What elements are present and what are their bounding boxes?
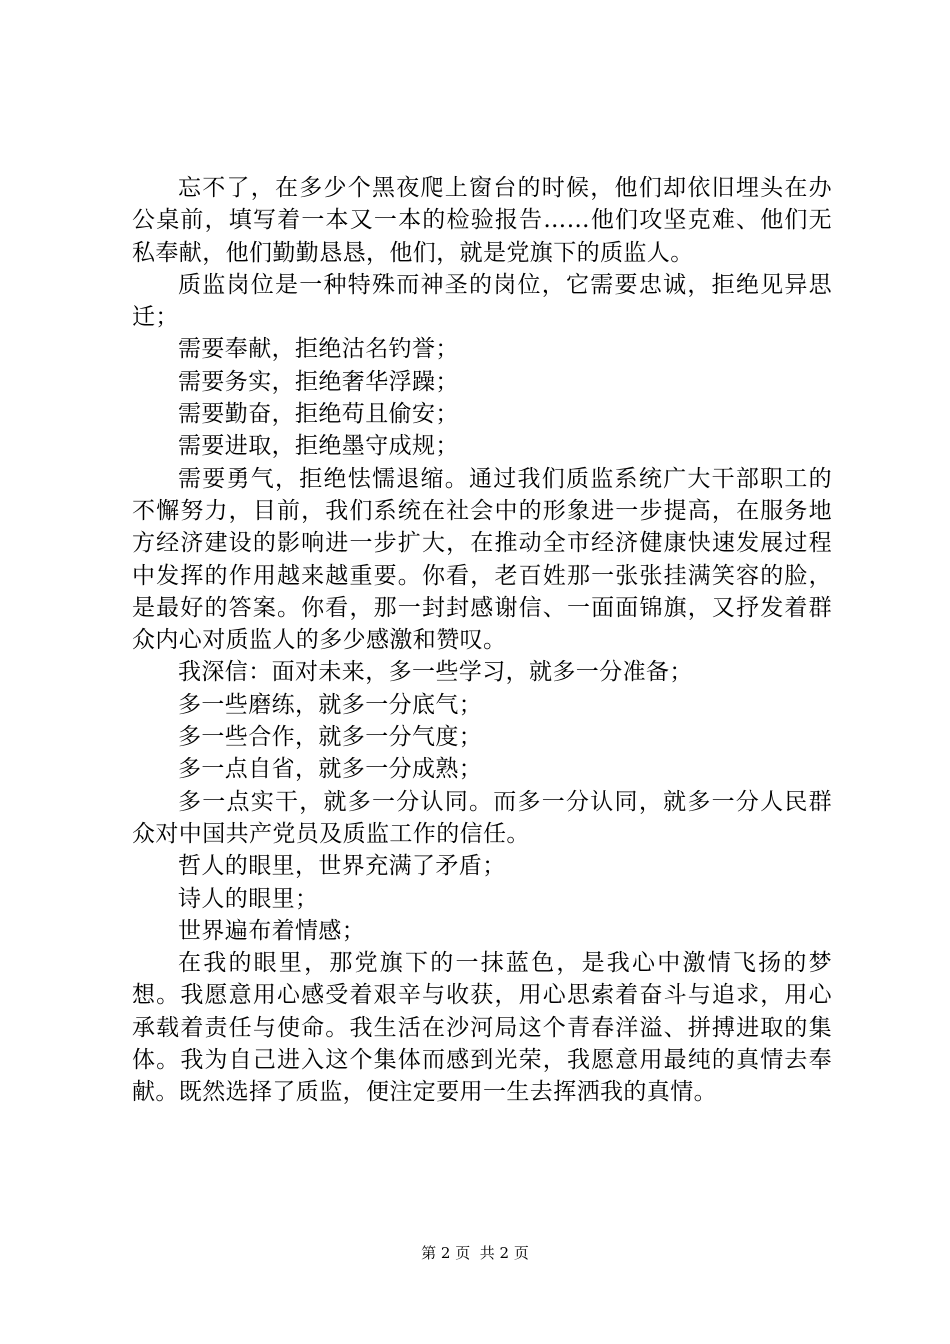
paragraph: 多一点实干，就多一分认同。而多一分认同，就多一分人民群众对中国共产党员及质监工作的信任。 [132,788,832,847]
document-body [132,172,832,1109]
paragraph: 多一点自省，就多一分成熟； [178,756,483,783]
paragraph: 我深信：面对未来，多一些学习，就多一分准备； [178,659,693,686]
paragraph: 哲人的眼里，世界充满了矛盾； [178,853,506,880]
paragraph: 需要进取，拒绝墨守成规； [178,433,459,460]
paragraph: 质监岗位是一种特殊而神圣的岗位，它需要忠诚，拒绝见异思迁； [132,271,832,331]
paragraph: 多一些磨练，就多一分底气； [178,691,483,718]
page-footer [0,1243,950,1263]
paragraph: 需要勤奋，拒绝苟且偷安； [178,401,459,428]
paragraph: 多一些合作，就多一分气度； [178,724,483,751]
paragraph: 在我的眼里，那党旗下的一抹蓝色，是我心中激情飞扬的梦想。我愿意用心感受着艰辛与收获，用心思索着奋斗与追求，用心承载着责任与使命。我生活在沙河局这个青春洋溢、拼搏进取的集体。我为自己进入这个集体而感到光荣，我愿意用最纯的真情去奉献。既然选择了质监，便注定要用一生去挥洒我的真情。 [132,950,832,1106]
paragraph: 需要勇气，拒绝怯懦退缩。通过我们质监系统广大干部职工的不懈努力，目前，我们系统在社会中的形象进一步提高，在服务地方经济建设的影响进一步扩大，在推动全市经济健康快速发展过程中发挥的作用越来越重要。你看，老百姓那一张张挂满笑容的脸，是最好的答案。你看，那一封封感谢信、一面面锦旗，又抒发着群众内心对质监人的多少感激和赞叹。 [132,465,832,654]
paragraph: 世界遍布着情感； [178,917,366,944]
paragraph: 需要奉献，拒绝沽名钓誉； [178,336,459,363]
paragraph: 忘不了，在多少个黑夜爬上窗台的时候，他们却依旧埋头在办公桌前，填写着一本又一本的检验报告……他们攻坚克难、他们无私奉献，他们勤勤恳恳，他们，就是党旗下的质监人。 [132,175,832,266]
paragraph: 需要务实，拒绝奢华浮躁； [178,368,459,395]
page-number-label: 第 2 页 共 2 页 [421,1244,529,1262]
paragraph: 诗人的眼里； [178,885,319,912]
